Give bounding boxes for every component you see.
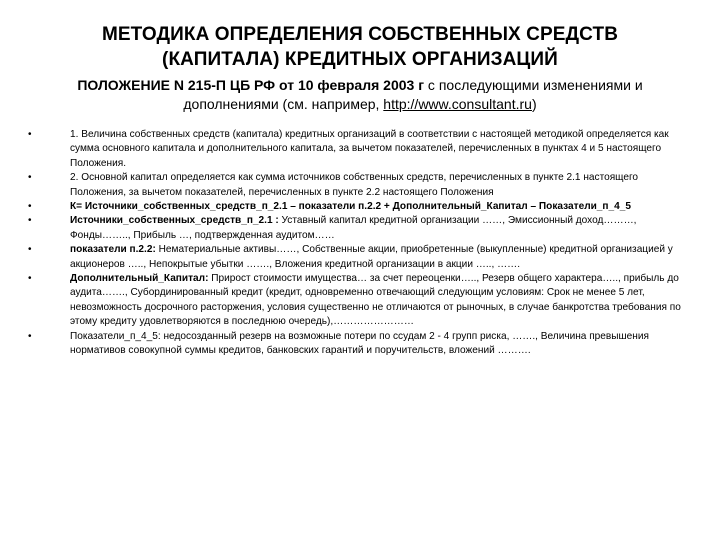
bullet-icon: • bbox=[28, 215, 32, 227]
list-item bbox=[28, 128, 692, 171]
bullet-icon: • bbox=[28, 273, 32, 285]
list-item bbox=[28, 214, 692, 243]
consultant-link[interactable]: http://www.consultant.ru bbox=[383, 96, 532, 112]
item-bold-text: К= Источники_собственных_средств_п_2.1 – показатели п.2.2 + Дополнительный_Капитал – Показатели_п_4_5 bbox=[70, 201, 631, 213]
bullet-icon: • bbox=[28, 330, 32, 342]
item-text: 1. Величина собственных средств (капитала) кредитных организаций в соответствии с настоящей методикой определяется как сумма основного капитала и дополнительного капитала, за вычетом показателей, перечисленных в пунктах 4 и 5 настоящего Положения. bbox=[70, 129, 669, 169]
list-item bbox=[28, 330, 692, 359]
bullet-icon: • bbox=[28, 201, 32, 213]
subtitle-end: ) bbox=[531, 96, 537, 112]
item-text: Прирост стоимости имущества… за счет переоценки….., Резерв общего характера….., прибыль до аудита……., Субординированный кредит (кредит, одновременно отвечающий следующим условиям: Срок не менее 5 лет, невозможность досрочного расторжения, условия существенно не отличаются от рыночных, в случае банкротства требования по этому кредиту удовлетворяются в последнюю очередь),…………………… bbox=[70, 273, 681, 328]
list-item bbox=[28, 200, 692, 214]
list-item bbox=[28, 243, 692, 272]
subtitle-text: с последующими изменениями и дополнениями (см. например, bbox=[183, 77, 643, 112]
item-text: Нематериальные активы……, Собственные акции, приобретенные (выкупленные) кредитной организацией у акционеров ….., Непокрытые убытки ……., Вложения кредитной организации в акции ….., ……. bbox=[70, 244, 673, 270]
item-text: Уставный капитал кредитной организации ……, Эмиссионный доход………, Фонды…….., Прибыль …, подтвержденная аудитом…… bbox=[70, 215, 637, 241]
bullet-icon: • bbox=[28, 172, 32, 184]
slide-title bbox=[60, 22, 660, 72]
item-bold-text: Дополнительный_Капитал: bbox=[70, 273, 209, 285]
title-line-2: (КАПИТАЛА) КРЕДИТНЫХ ОРГАНИЗАЦИЙ bbox=[162, 49, 558, 70]
list-item bbox=[28, 171, 692, 200]
list-item bbox=[28, 272, 692, 330]
regulation-subtitle bbox=[40, 76, 680, 114]
item-bold-text: показатели п.2.2: bbox=[70, 244, 156, 256]
title-line-1: МЕТОДИКА ОПРЕДЕЛЕНИЯ СОБСТВЕННЫХ СРЕДСТВ bbox=[101, 24, 619, 45]
bullet-icon: • bbox=[28, 129, 32, 140]
bullet-icon: • bbox=[28, 244, 32, 256]
item-bold-text: Источники_собственных_средств_п_2.1 : bbox=[70, 215, 279, 227]
bullet-list bbox=[28, 128, 692, 359]
regulation-reference: ПОЛОЖЕНИЕ N 215-П ЦБ РФ от 10 февраля 2003 г bbox=[77, 77, 425, 93]
item-text: Показатели_п_4_5: недосозданный резерв на возможные потери по ссудам 2 - 4 групп риска, ……., Величина превышения нормативов совокупной суммы кредитов, банковских гарантий и поручительств, вложений ………. bbox=[70, 330, 649, 357]
item-text: 2. Основной капитал определяется как сумма источников собственных средств, перечисленных в пункте 2.1 настоящего Положения, за вычетом показателей, перечисленных в пункте 2.2 настоящего Положения bbox=[70, 172, 639, 198]
